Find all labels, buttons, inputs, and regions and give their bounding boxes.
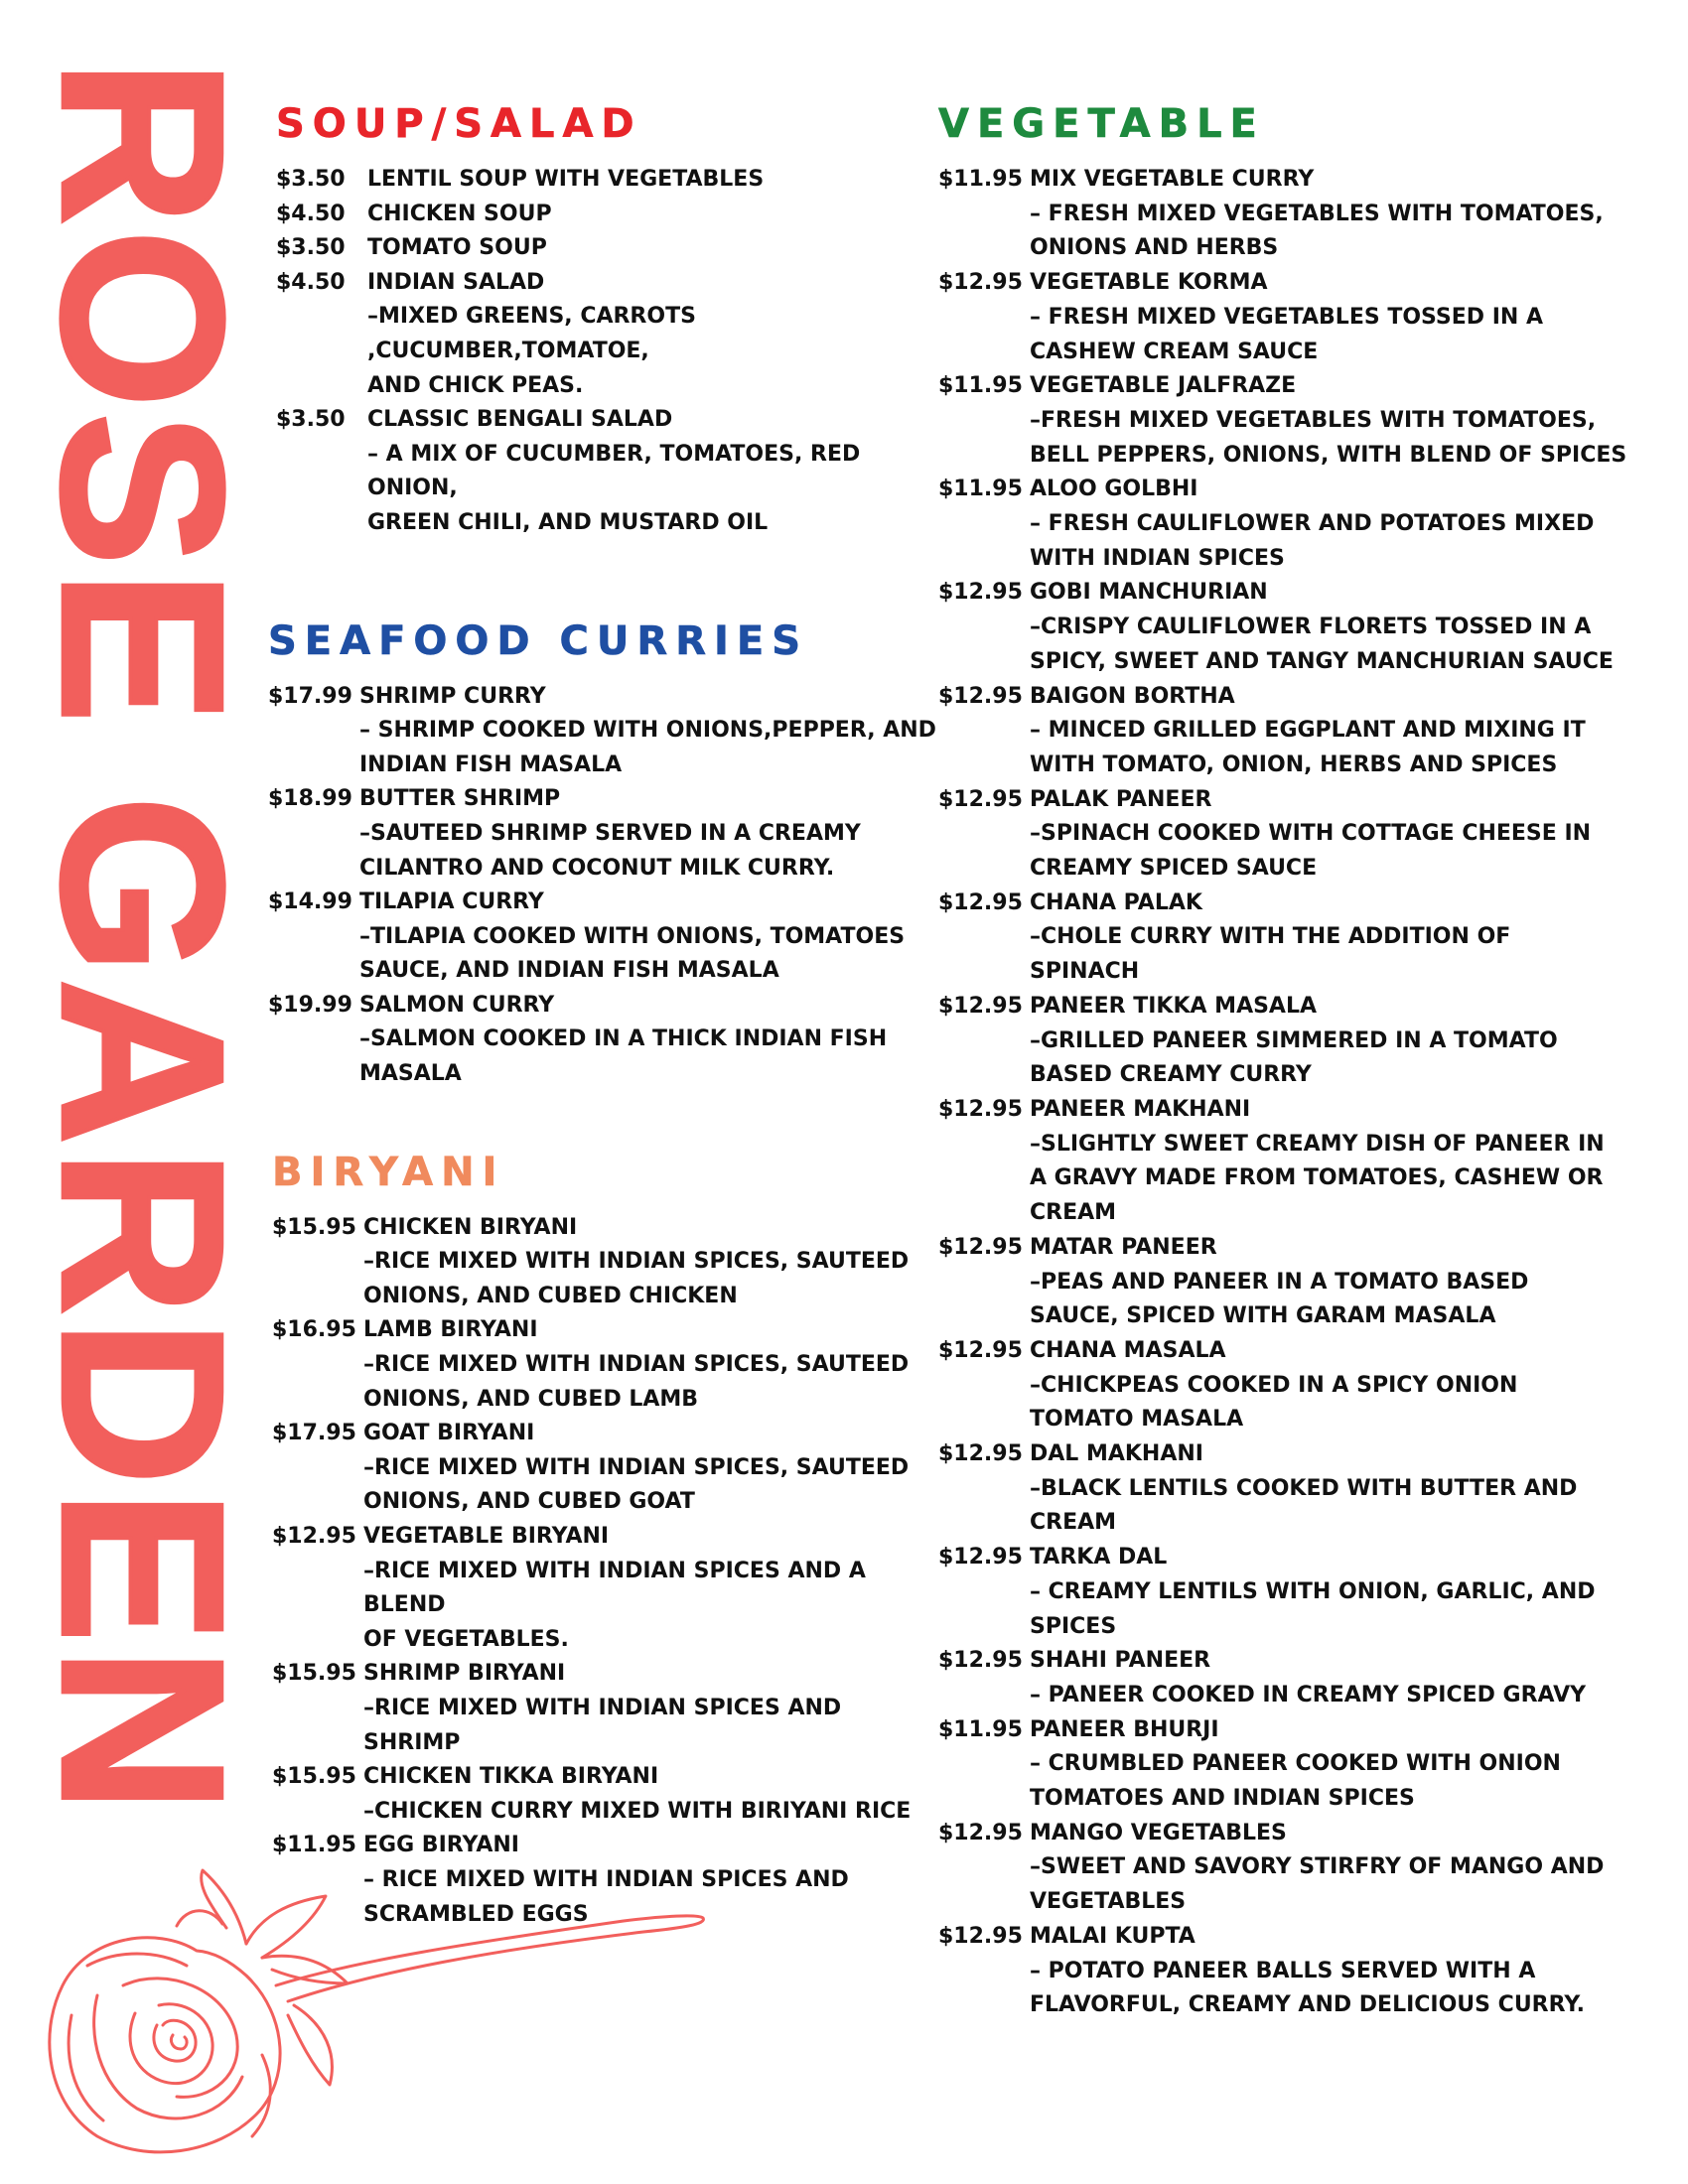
menu-item-price: $12.95 [938,889,1023,915]
menu-item-price: $12.95 [938,1545,1023,1570]
soup-salad-section [276,103,943,541]
menu-item-description: –PEAS AND PANEER IN A TOMATO BASED SAUCE, SPICED WITH GARAM MASALA [1030,1269,1529,1329]
menu-item [938,990,1673,1093]
menu-item-price: $12.95 [938,993,1023,1019]
menu-item-description: –FRESH MIXED VEGETABLES WITH TOMATOES, BELL PEPPERS, ONIONS, WITH BLEND OF SPICES [1030,407,1627,468]
menu-item-price: $11.95 [938,1716,1023,1742]
menu-item-price: $3.50 [276,167,346,192]
menu-item-name: VEGETABLE BIRYANI [363,1524,610,1549]
menu-item-price: $17.99 [268,683,352,709]
menu-item [938,163,1673,266]
menu-item [276,163,943,198]
menu-item-price: $14.99 [268,889,352,915]
menu-item-description: – POTATO PANEER BALLS SERVED WITH A FLAVORFUL, CREAMY AND DELICIOUS CURRY. [1030,1958,1586,2018]
menu-item [938,1231,1673,1334]
menu-item-description: – CRUMBLED PANEER COOKED WITH ONION TOMATOES AND INDIAN SPICES [1030,1751,1561,1812]
menu-item-name: ALOO GOLBHI [1030,477,1198,502]
menu-item [268,886,943,989]
menu-item [938,1541,1673,1644]
menu-item [938,1093,1673,1231]
menu-item-price: $12.95 [938,580,1023,606]
menu-item-name: TOMATO SOUP [367,235,547,261]
menu-item-name: CHICKEN TIKKA BIRYANI [363,1764,659,1790]
menu-item [268,782,943,886]
menu-item-price: $15.95 [272,1661,356,1687]
menu-item-price: $12.95 [938,1648,1023,1674]
right-column [938,103,1673,2083]
menu-item-name: SHAHI PANEER [1030,1648,1211,1674]
menu-item-name: SHRIMP BIRYANI [363,1661,566,1687]
menu-item-price: $12.95 [938,1096,1023,1122]
menu-item-price: $12.95 [938,270,1023,296]
menu-item-name: GOAT BIRYANI [363,1421,535,1446]
menu-item-name: MANGO VEGETABLES [1030,1820,1287,1845]
menu-item-name: TARKA DAL [1030,1545,1168,1570]
section-title-soup-salad: SOUP/SALAD [276,101,642,147]
menu-item-price: $3.50 [276,407,346,433]
menu-item-name: BAIGON BORTHA [1030,683,1235,709]
menu-item-description: –TILAPIA COOKED WITH ONIONS, TOMATOES SAUCE, AND INDIAN FISH MASALA [359,923,906,984]
section-title-seafood-curries: SEAFOOD CURRIES [268,617,809,664]
menu-item-name: BUTTER SHRIMP [359,786,561,812]
menu-item-description: –CHICKEN CURRY MIXED WITH BIRIYANI RICE [363,1798,912,1824]
menu-item [938,1437,1673,1541]
menu-item-name: MIX VEGETABLE CURRY [1030,167,1315,192]
menu-item-name: GOBI MANCHURIAN [1030,580,1268,606]
menu-item-price: $12.95 [938,1234,1023,1260]
menu-item [938,680,1673,783]
menu-item-name: MALAI KUPTA [1030,1923,1196,1949]
menu-item [938,1920,1673,2023]
menu-item [272,1211,943,1314]
menu-item [276,198,943,232]
menu-item [276,266,943,403]
menu-item-description: –SWEET AND SAVORY STIRFRY OF MANGO AND VEGETABLES [1030,1854,1605,1915]
menu-item-name: CLASSIC BENGALI SALAD [367,407,673,433]
menu-item [272,1657,943,1760]
menu-item-price: $16.95 [272,1317,356,1343]
menu-item-price: $12.95 [938,1820,1023,1845]
menu-item-price: $12.95 [938,683,1023,709]
menu-item [268,989,943,1092]
menu-item-description: – FRESH MIXED VEGETABLES TOSSED IN A CASHEW CREAM SAUCE [1030,304,1543,364]
menu-item-name: LENTIL SOUP WITH VEGETABLES [367,167,765,192]
menu-item-price: $11.95 [938,373,1023,399]
menu-item-description: –RICE MIXED WITH INDIAN SPICES, SAUTEED ONIONS, AND CUBED LAMB [363,1352,910,1412]
menu-item-description: – A MIX OF CUCUMBER, TOMATOES, RED ONION, GREEN CHILI, AND MUSTARD OIL [367,441,861,535]
menu-item-description: –RICE MIXED WITH INDIAN SPICES AND SHRIMP [363,1695,842,1755]
menu-item-name: EGG BIRYANI [363,1833,519,1858]
menu-item-description: –RICE MIXED WITH INDIAN SPICES, SAUTEED ONIONS, AND CUBED CHICKEN [363,1249,910,1308]
menu-item-price: $4.50 [276,269,346,295]
menu-item-name: VEGETABLE KORMA [1030,270,1268,296]
menu-item [938,783,1673,887]
menu-item [938,473,1673,576]
menu-item [938,887,1673,990]
menu-item-description: – MINCED GRILLED EGGPLANT AND MIXING IT WITH TOMATO, ONION, HERBS AND SPICES [1030,718,1586,777]
menu-item-name: LAMB BIRYANI [363,1317,538,1343]
menu-item-price: $12.95 [938,1441,1023,1467]
menu-item-description: –CHICKPEAS COOKED IN A SPICY ONION TOMATO MASALA [1030,1372,1518,1433]
menu-item-description: – CREAMY LENTILS WITH ONION, GARLIC, AND SPICES [1030,1578,1596,1639]
menu-item [938,576,1673,679]
menu-item-description: – RICE MIXED WITH INDIAN SPICES AND SCRAMBLED EGGS [363,1866,849,1927]
menu-item-description: –BLACK LENTILS COOKED WITH BUTTER AND CREAM [1030,1475,1578,1536]
menu-item-price: $4.50 [276,201,346,226]
menu-item-price: $12.95 [272,1524,356,1549]
menu-item-description: –MIXED GREENS, CARROTS ,CUCUMBER,TOMATOE, AND CHICK PEAS. [367,304,696,398]
menu-item-name: PANEER MAKHANI [1030,1096,1251,1122]
left-column [268,103,943,1991]
menu-item-description: –RICE MIXED WITH INDIAN SPICES AND A BLEND OF VEGETABLES. [363,1558,866,1652]
menu-item-description: –SPINACH COOKED WITH COTTAGE CHEESE IN CREAMY SPICED SAUCE [1030,821,1592,882]
menu-item-name: MATAR PANEER [1030,1234,1217,1260]
menu-item-description: –SAUTEED SHRIMP SERVED IN A CREAMY CILANTRO AND COCONUT MILK CURRY. [359,820,861,881]
restaurant-name: ROSE GARDEN [13,59,271,1818]
menu-item-price: $11.95 [938,167,1023,192]
menu-item-name: SALMON CURRY [359,992,555,1018]
menu-item-description: – FRESH MIXED VEGETABLES WITH TOMATOES, ONIONS AND HERBS [1030,201,1604,261]
menu-item-price: $12.95 [938,786,1023,812]
menu-item-name: CHICKEN SOUP [367,201,552,226]
menu-item [938,369,1673,473]
menu-item-price: $3.50 [276,235,346,261]
menu-item-name: CHANA MASALA [1030,1337,1226,1363]
menu-item [938,1334,1673,1437]
menu-item [272,1829,943,1932]
menu-item-name: DAL MAKHANI [1030,1441,1203,1467]
brand-panel [13,50,271,1827]
menu-item [272,1520,943,1657]
menu-item [276,403,943,540]
menu-item-name: INDIAN SALAD [367,269,545,295]
menu-item-name: PANEER TIKKA MASALA [1030,993,1318,1019]
menu-item-name: PANEER BHURJI [1030,1716,1219,1742]
menu-item [276,231,943,266]
menu-item-price: $15.95 [272,1764,356,1790]
menu-item-description: – FRESH CAULIFLOWER AND POTATOES MIXED WITH INDIAN SPICES [1030,511,1595,571]
menu-item-description: –SALMON COOKED IN A THICK INDIAN FISH MASALA [359,1026,888,1087]
menu-item-price: $17.95 [272,1421,356,1446]
menu-item-description: –SLIGHTLY SWEET CREAMY DISH OF PANEER IN A GRAVY MADE FROM TOMATOES, CASHEW OR CREAM [1030,1131,1605,1226]
menu-item-price: $11.95 [272,1833,356,1858]
menu-item [938,1817,1673,1920]
menu-item-price: $19.99 [268,992,352,1018]
menu-item-price: $11.95 [938,477,1023,502]
menu-item-name: TILAPIA CURRY [359,889,544,915]
menu-item-description: –CHOLE CURRY WITH THE ADDITION OF SPINACH [1030,924,1511,985]
menu-item-name: PALAK PANEER [1030,786,1212,812]
menu-item [272,1760,943,1829]
menu-item-name: VEGETABLE JALFRAZE [1030,373,1297,399]
menu-item-description: – PANEER COOKED IN CREAMY SPICED GRAVY [1030,1682,1587,1707]
menu-item-name: SHRIMP CURRY [359,683,546,709]
menu-item [272,1417,943,1520]
menu-item [268,680,943,783]
seafood-curries-section [268,617,943,1092]
biryani-section [272,1149,943,1932]
menu-item-name: CHICKEN BIRYANI [363,1214,578,1240]
menu-item-price: $12.95 [938,1337,1023,1363]
menu-item-description: – SHRIMP COOKED WITH ONIONS,PEPPER, AND INDIAN FISH MASALA [359,718,936,777]
menu-item-name: CHANA PALAK [1030,889,1202,915]
menu-item-description: –RICE MIXED WITH INDIAN SPICES, SAUTEED ONIONS, AND CUBED GOAT [363,1454,910,1515]
menu-item [272,1313,943,1417]
menu-item-description: –GRILLED PANEER SIMMERED IN A TOMATO BASED CREAMY CURRY [1030,1027,1558,1088]
menu-item [938,1644,1673,1712]
menu-item-price: $15.95 [272,1214,356,1240]
section-title-vegetable: VEGETABLE [938,101,1265,147]
menu-item [938,1713,1673,1817]
menu-item-description: –CRISPY CAULIFLOWER FLORETS TOSSED IN A SPICY, SWEET AND TANGY MANCHURIAN SAUCE [1030,614,1614,674]
section-title-biryani: BIRYANI [272,1149,505,1195]
menu-item-price: $12.95 [938,1923,1023,1949]
vegetable-section [938,103,1673,2023]
menu-item-price: $18.99 [268,786,352,812]
menu-item [938,266,1673,369]
